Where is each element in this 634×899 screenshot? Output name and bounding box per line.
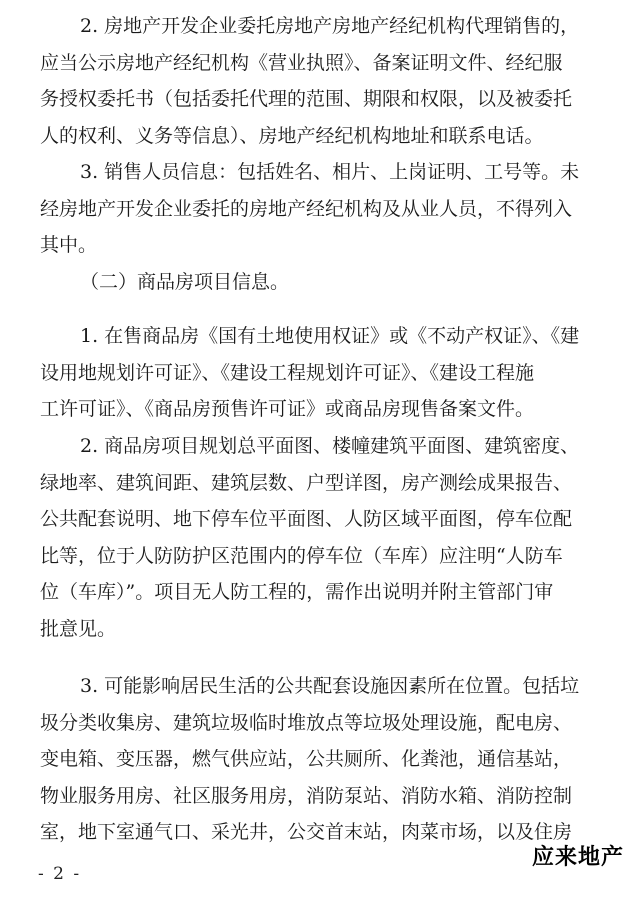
text-line: 应当公示房地产经纪机构《营业执照》、备案证明文件、经纪服 (40, 51, 563, 74)
page-number: - 2 - (38, 864, 82, 884)
text-line: 批意见。 (40, 617, 117, 640)
text-line: 绿地率、建筑间距、建筑层数、户型详图，房产测绘成果报告、 (40, 471, 573, 494)
text-line: 位（车库）”。项目无人防工程的，需作出说明并附主管部门审 (40, 581, 554, 603)
paragraph-public-facilities (40, 668, 610, 851)
text-line: 务授权委托书（包括委托代理的范围、期限和权限，以及被委托 (40, 88, 573, 110)
text-line: 1. 在售商品房《国有土地使用权证》或《不动产权证》、《建 (80, 325, 580, 347)
text-line: 圾分类收集房、建筑垃圾临时堆放点等垃圾处理设施，配电房、 (40, 711, 573, 734)
section-heading (40, 264, 610, 301)
paragraph-permits (40, 318, 610, 428)
text-line: 3. 可能影响居民生活的公共配套设施因素所在位置。包括垃 (80, 675, 580, 697)
text-line: 物业服务用房、社区服务用房，消防泵站、消防水箱、消防控制 (40, 784, 573, 807)
text-line: 变电箱、变压器，燃气供应站，公共厕所、化粪池，通信基站， (40, 748, 573, 770)
text-line: 2. 房地产开发企业委托房地产房地产经纪机构代理销售的， (80, 15, 580, 37)
text-line: 公共配套说明、地下停车位平面图、人防区域平面图，停车位配 (40, 508, 573, 530)
text-line: 比等，位于人防防护区范围内的停车位（车库）应注明“人防车 (40, 544, 563, 567)
paragraph-realtor-info (40, 8, 610, 154)
text-line: 2. 商品房项目规划总平面图、楼幢建筑平面图、建筑密度、 (80, 435, 580, 457)
text-line: 其中。 (40, 234, 98, 256)
text-line: 设用地规划许可证》、《建设工程规划许可证》、《建设工程施 (40, 361, 535, 384)
paragraph-sales-staff-info (40, 154, 610, 264)
watermark-label: 应来地产 (531, 845, 624, 870)
heading-line: （二）商品房项目信息。 (80, 271, 290, 293)
text-line: 室，地下室通气口、采光井，公交首末站，肉菜市场，以及住房 (40, 821, 573, 843)
text-line: 工许可证》、《商品房预售许可证》或商品房现售备案文件。 (40, 398, 535, 420)
text-line: 人的权利、义务等信息）、房地产经纪机构地址和联系电话。 (40, 124, 544, 147)
text-line: 3. 销售人员信息：包括姓名、相片、上岗证明、工号等。未 (80, 161, 580, 183)
text-line: 经房地产开发企业委托的房地产经纪机构及从业人员，不得列入 (40, 197, 573, 220)
paragraph-project-plans (40, 428, 610, 647)
